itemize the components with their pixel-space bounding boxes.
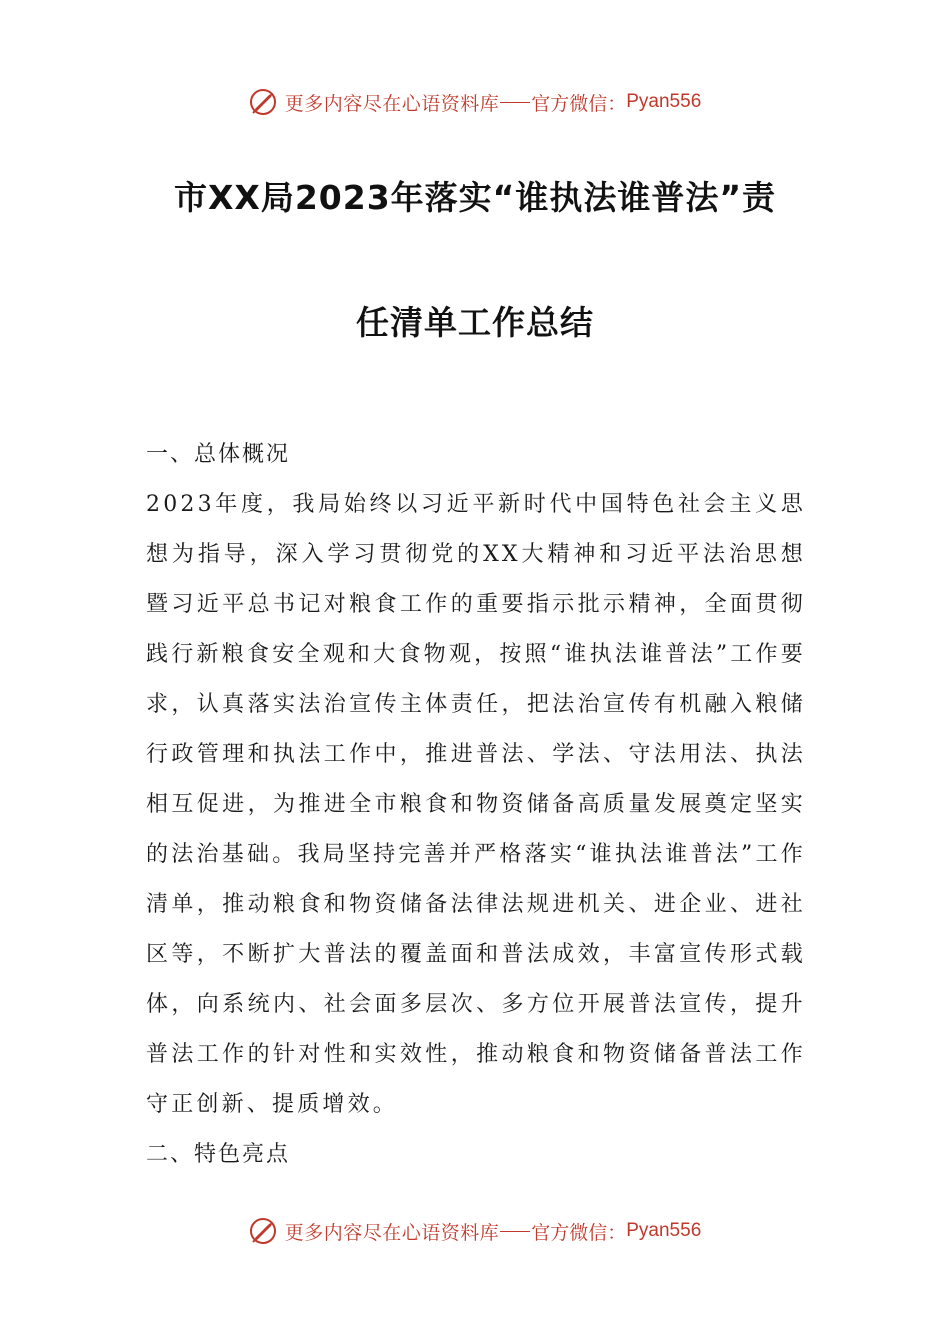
document-title-line-1: 市XX局2023年落实“谁执法谁普法”责 [173,178,777,217]
watermark-wechat-label: 官方微信： [531,1221,627,1244]
watermark-text: 更多内容尽在心语资料库 [284,1221,500,1244]
document-title-line-2: 任清单工作总结 [356,303,594,342]
watermark-dash [500,102,530,103]
section-heading-overview: 一、总体概况 [146,442,291,467]
footer-watermark [0,1211,950,1251]
watermark-text: 更多内容尽在心语资料库 [284,92,500,115]
section-paragraph-overview: 2023年度，我局始终以习近平新时代中国特色社会主义思想为指导，深入学习贯彻党的XX大精神和习近平法治思想暨习近平总书记对粮食工作的重要指示批示精神，全面贯彻践行新粮食安全观和大食物观，按照“谁执法谁普法”工作要求，认真落实法治宣传主体责任，把法治宣传有机融入粮储行政管理和执法工作中，推进普法、学法、守法用法、执法相互促进，为推进全市粮食和物资储备高质量发展奠定坚实的法治基础。我局坚持完善并严格落实“谁执法谁普法”工作清单，推动粮食和物资储备法律法规进机关、进企业、进社区等，不断扩大普法的覆盖面和普法成效，丰富宣传形式载体，向系统内、社会面多层次、多方位开展普法宣传，提升普法工作的针对性和实效性，推动粮食和物资储备普法工作守正创新、提质增效。 [146,492,806,1117]
watermark-wechat-id: Pyan556 [626,91,702,112]
watermark-wechat-id: Pyan556 [626,1220,702,1241]
pen-quill-icon [249,87,279,117]
watermark-dash [500,1231,530,1232]
header-watermark [0,82,950,122]
watermark-wechat-label: 官方微信： [531,92,627,115]
document-body [146,430,806,1180]
section-heading-highlights: 二、特色亮点 [146,1142,291,1167]
pen-quill-icon [249,1216,279,1246]
